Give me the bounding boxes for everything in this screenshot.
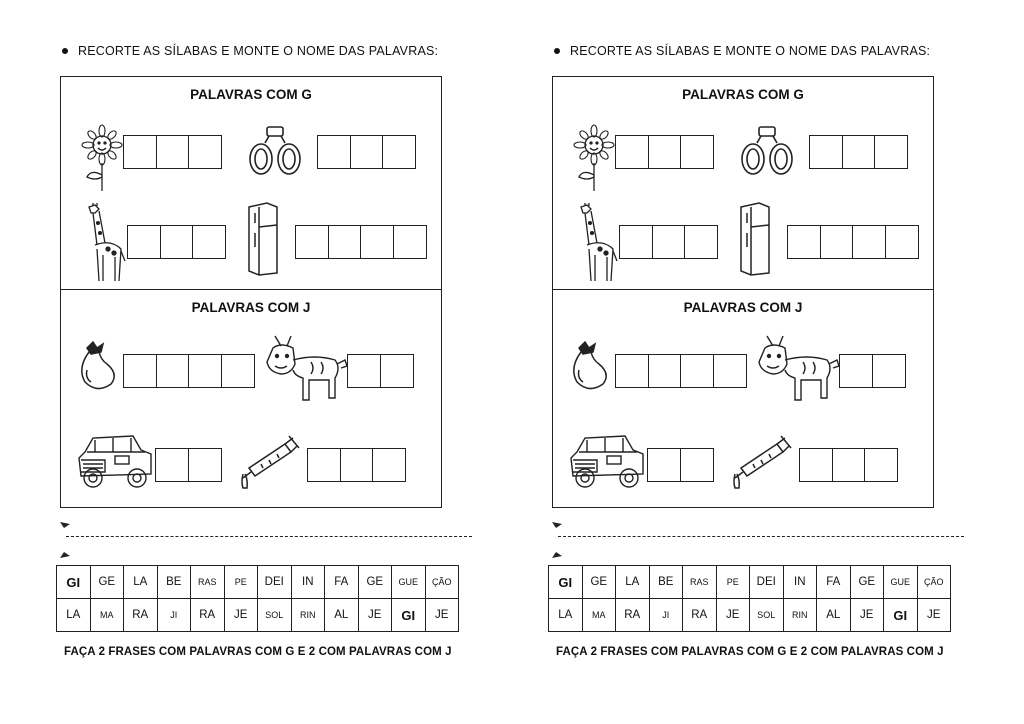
syllable-card[interactable]: ÇÃO — [917, 566, 951, 599]
panel-j-title: PALAVRAS COM J — [683, 300, 803, 315]
answer-boxes-refrigerator[interactable] — [787, 225, 919, 259]
panel-g-title: PALAVRAS COM G — [190, 87, 312, 102]
answer-box[interactable] — [615, 135, 649, 169]
syllable-card[interactable]: JE — [425, 599, 459, 632]
answer-boxes-eggplant[interactable] — [615, 354, 747, 388]
answer-box[interactable] — [647, 448, 681, 482]
answer-box[interactable] — [872, 354, 906, 388]
syllable-row — [57, 566, 459, 599]
answer-boxes-refrigerator[interactable] — [295, 225, 427, 259]
answer-box[interactable] — [123, 354, 157, 388]
syllable-card[interactable]: MA — [582, 599, 616, 632]
handcuffs-icon — [247, 125, 303, 181]
panel-g-title: PALAVRAS COM G — [682, 87, 804, 102]
sunflower-icon — [81, 123, 123, 193]
answer-box[interactable] — [221, 354, 255, 388]
answer-box[interactable] — [615, 354, 649, 388]
syllable-card[interactable]: JI — [157, 599, 191, 632]
answer-box[interactable] — [350, 135, 384, 169]
syllable-card[interactable]: RAS — [683, 566, 717, 599]
answer-boxes-handcuffs[interactable] — [317, 135, 416, 169]
answer-box[interactable] — [382, 135, 416, 169]
donkey-icon — [265, 334, 349, 404]
syllable-table — [548, 565, 951, 632]
eggplant-icon — [567, 340, 613, 392]
handcuffs-icon — [739, 125, 795, 181]
syllable-row — [549, 566, 951, 599]
answer-box[interactable] — [127, 225, 161, 259]
panel-j — [552, 290, 934, 508]
eggplant-icon — [75, 340, 121, 392]
answer-boxes-syringe[interactable] — [307, 448, 406, 482]
syllable-card[interactable]: DEI — [750, 566, 784, 599]
syllable-card[interactable]: JE — [917, 599, 951, 632]
answer-box[interactable] — [713, 354, 747, 388]
answer-box[interactable] — [347, 354, 381, 388]
donkey-icon — [757, 334, 841, 404]
syllable-card[interactable]: LA — [549, 599, 583, 632]
syllable-card[interactable]: RA — [191, 599, 225, 632]
syllable-card[interactable]: RA — [616, 599, 650, 632]
syllable-card[interactable]: GE — [850, 566, 884, 599]
syllable-card[interactable]: GI — [549, 566, 583, 599]
syllable-card[interactable]: MA — [90, 599, 124, 632]
syllable-card[interactable]: RIN — [783, 599, 817, 632]
syllable-row — [57, 599, 459, 632]
scissors-icon — [58, 520, 74, 560]
syllable-card[interactable]: RA — [124, 599, 158, 632]
answer-box[interactable] — [832, 448, 866, 482]
syllable-card[interactable]: SOL — [258, 599, 292, 632]
syllable-card[interactable]: GE — [90, 566, 124, 599]
answer-box[interactable] — [192, 225, 226, 259]
syllable-card[interactable]: ÇÃO — [425, 566, 459, 599]
answer-box[interactable] — [874, 135, 908, 169]
worksheet-right — [492, 0, 1004, 724]
answer-box[interactable] — [123, 135, 157, 169]
refrigerator-icon — [245, 201, 281, 277]
answer-box[interactable] — [885, 225, 919, 259]
syllable-row — [549, 599, 951, 632]
answer-box[interactable] — [648, 354, 682, 388]
syllable-card[interactable]: JE — [716, 599, 750, 632]
answer-boxes-jeep[interactable] — [155, 448, 222, 482]
answer-box[interactable] — [380, 354, 414, 388]
answer-box[interactable] — [619, 225, 653, 259]
answer-boxes-syringe[interactable] — [799, 448, 898, 482]
answer-boxes-eggplant[interactable] — [123, 354, 255, 388]
syllable-card[interactable]: BE — [157, 566, 191, 599]
answer-box[interactable] — [684, 225, 718, 259]
answer-box[interactable] — [155, 448, 189, 482]
syllable-card[interactable]: LA — [616, 566, 650, 599]
syllable-card[interactable]: GI — [392, 599, 426, 632]
answer-box[interactable] — [156, 354, 190, 388]
bullet-icon — [554, 48, 560, 54]
syllable-card[interactable]: GUE — [392, 566, 426, 599]
panel-j-title: PALAVRAS COM J — [191, 300, 311, 315]
answer-box[interactable] — [787, 225, 821, 259]
syllable-card[interactable]: GI — [57, 566, 91, 599]
syllable-card[interactable]: AL — [817, 599, 851, 632]
syllable-card[interactable]: SOL — [750, 599, 784, 632]
panel-g — [552, 76, 934, 290]
syllable-card[interactable]: IN — [291, 566, 325, 599]
answer-box[interactable] — [852, 225, 886, 259]
instruction: RECORTE AS SÍLABAS E MONTE O NOME DAS PALAVRAS: — [554, 44, 930, 58]
panel-j — [60, 290, 442, 508]
syllable-card[interactable]: PE — [716, 566, 750, 599]
giraffe-icon — [573, 201, 619, 283]
answer-box[interactable] — [820, 225, 854, 259]
instruction: RECORTE AS SÍLABAS E MONTE O NOME DAS PALAVRAS: — [62, 44, 438, 58]
syllable-card[interactable]: RA — [683, 599, 717, 632]
syllable-card[interactable]: JE — [224, 599, 258, 632]
answer-box[interactable] — [188, 448, 222, 482]
answer-box[interactable] — [648, 135, 682, 169]
jeep-icon — [75, 428, 155, 490]
answer-boxes-handcuffs[interactable] — [809, 135, 908, 169]
syllable-card[interactable]: PE — [224, 566, 258, 599]
bullet-icon — [62, 48, 68, 54]
syllable-card[interactable]: FA — [325, 566, 359, 599]
syringe-icon — [239, 432, 301, 490]
scissors-icon — [550, 520, 566, 560]
syllable-card[interactable]: RIN — [291, 599, 325, 632]
answer-box[interactable] — [340, 448, 374, 482]
syllable-card[interactable]: LA — [124, 566, 158, 599]
syllable-card[interactable]: GE — [582, 566, 616, 599]
answer-boxes-donkey[interactable] — [839, 354, 906, 388]
answer-box[interactable] — [372, 448, 406, 482]
answer-box[interactable] — [160, 225, 194, 259]
panel-g — [60, 76, 442, 290]
answer-box[interactable] — [156, 135, 190, 169]
syllable-card[interactable]: GI — [884, 599, 918, 632]
answer-box[interactable] — [839, 354, 873, 388]
syllable-card[interactable]: BE — [649, 566, 683, 599]
syllable-card[interactable]: JE — [850, 599, 884, 632]
syllable-card[interactable]: DEI — [258, 566, 292, 599]
sunflower-icon — [573, 123, 615, 193]
jeep-icon — [567, 428, 647, 490]
syllable-card[interactable]: LA — [57, 599, 91, 632]
syllable-table — [56, 565, 459, 632]
footer-instruction: FAÇA 2 FRASES COM PALAVRAS COM G E 2 COM PALAVRAS COM J — [556, 646, 944, 658]
answer-box[interactable] — [864, 448, 898, 482]
syllable-card[interactable]: IN — [783, 566, 817, 599]
syringe-icon — [731, 432, 793, 490]
refrigerator-icon — [737, 201, 773, 277]
answer-boxes-donkey[interactable] — [347, 354, 414, 388]
answer-box[interactable] — [680, 448, 714, 482]
syllable-card[interactable]: GUE — [884, 566, 918, 599]
answer-box[interactable] — [295, 225, 329, 259]
answer-box[interactable] — [680, 354, 714, 388]
answer-box[interactable] — [307, 448, 341, 482]
answer-box[interactable] — [317, 135, 351, 169]
answer-box[interactable] — [393, 225, 427, 259]
answer-boxes-sunflower[interactable] — [123, 135, 222, 169]
giraffe-icon — [81, 201, 127, 283]
syllable-card[interactable]: JI — [649, 599, 683, 632]
answer-box[interactable] — [328, 225, 362, 259]
syllable-card[interactable]: JE — [358, 599, 392, 632]
answer-boxes-sunflower[interactable] — [615, 135, 714, 169]
answer-boxes-jeep[interactable] — [647, 448, 714, 482]
footer-instruction: FAÇA 2 FRASES COM PALAVRAS COM G E 2 COM PALAVRAS COM J — [64, 646, 452, 658]
syllable-card[interactable]: AL — [325, 599, 359, 632]
cut-line — [66, 536, 472, 537]
syllable-card[interactable]: RAS — [191, 566, 225, 599]
cut-line — [558, 536, 964, 537]
answer-box[interactable] — [809, 135, 843, 169]
answer-boxes-giraffe[interactable] — [619, 225, 718, 259]
answer-boxes-giraffe[interactable] — [127, 225, 226, 259]
answer-box[interactable] — [360, 225, 394, 259]
syllable-card[interactable]: GE — [358, 566, 392, 599]
answer-box[interactable] — [842, 135, 876, 169]
answer-box[interactable] — [680, 135, 714, 169]
answer-box[interactable] — [652, 225, 686, 259]
answer-box[interactable] — [188, 354, 222, 388]
syllable-card[interactable]: FA — [817, 566, 851, 599]
answer-box[interactable] — [799, 448, 833, 482]
answer-box[interactable] — [188, 135, 222, 169]
